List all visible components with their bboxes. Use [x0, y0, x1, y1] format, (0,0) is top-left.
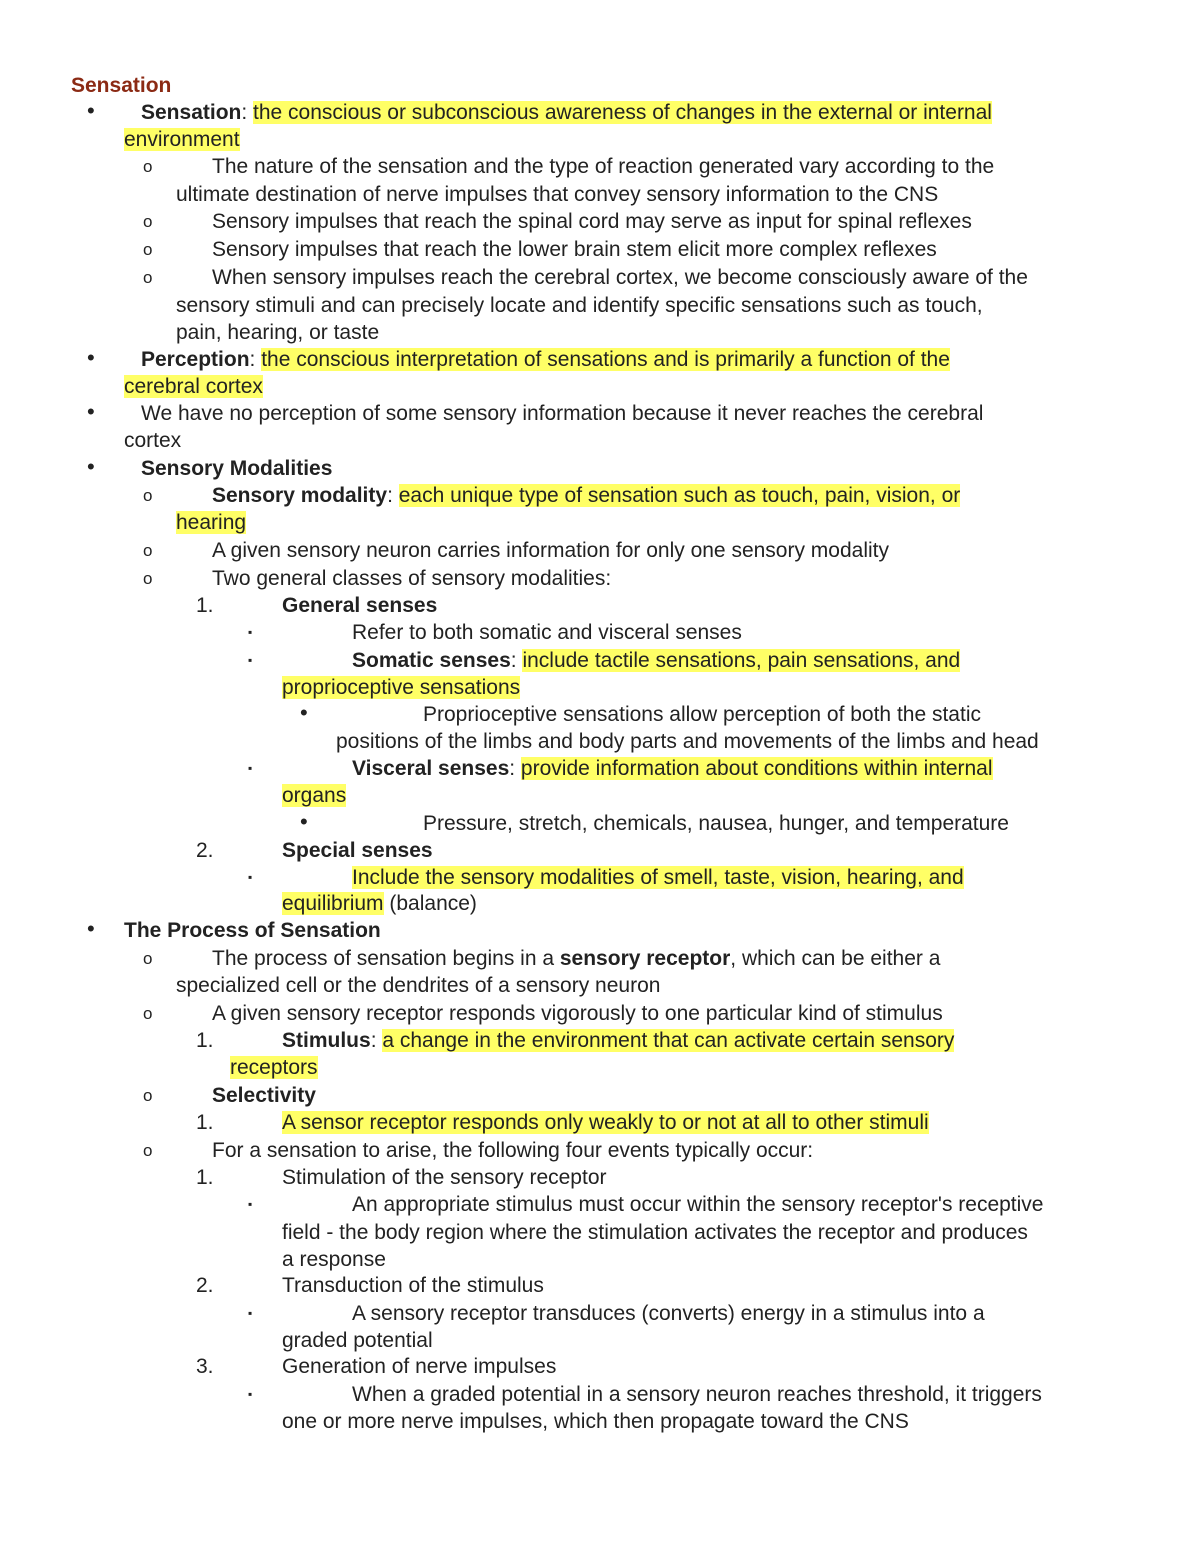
stimulus-definition-line-2	[230, 1054, 318, 1081]
list-item: For a sensation to arise, the following four events typically occur:	[212, 1139, 814, 1162]
stimulus-definition-line-1	[282, 1027, 954, 1054]
term: Sensation	[141, 101, 242, 124]
list-item-continuation: specialized cell or the dendrites of a sensory neuron	[176, 974, 661, 997]
list-item-continuation: cortex	[124, 429, 182, 452]
subsection-heading: General senses	[282, 594, 438, 617]
sensation-definition-line-1	[141, 99, 992, 126]
list-item-continuation: a response	[282, 1248, 386, 1271]
list-number: 1.	[196, 594, 214, 617]
highlighted-definition: provide information about conditions within internal	[520, 757, 993, 780]
bullet-marker: •	[87, 98, 95, 123]
list-item: Refer to both somatic and visceral senses	[352, 621, 742, 644]
circle-marker: o	[143, 569, 153, 588]
separator: :	[241, 101, 254, 124]
highlighted-definition: hearing	[176, 511, 247, 534]
section-heading: Sensory Modalities	[141, 457, 333, 480]
special-senses-line-1	[352, 864, 964, 891]
list-item-continuation: positions of the limbs and body parts and movements of the limbs and head	[336, 730, 1039, 753]
term: Visceral senses	[352, 757, 510, 780]
list-item	[212, 945, 940, 972]
list-item-continuation: pain, hearing, or taste	[176, 321, 380, 344]
bullet-marker: •	[300, 700, 308, 725]
separator: :	[370, 1029, 383, 1052]
bullet-marker: •	[87, 454, 95, 479]
square-marker: ▪	[248, 870, 253, 884]
highlighted-definition: equilibrium	[282, 892, 384, 915]
list-number: 1.	[196, 1166, 214, 1189]
term: sensory receptor	[559, 947, 731, 970]
list-item: When a graded potential in a sensory neuron reaches threshold, it triggers	[352, 1383, 1042, 1406]
visceral-definition-line-1	[352, 755, 993, 782]
highlighted-definition: each unique type of sensation such as touch, pain, vision, or	[398, 484, 961, 507]
subsection-heading: Selectivity	[212, 1084, 316, 1107]
event-title: Transduction of the stimulus	[282, 1274, 544, 1297]
page-title: Sensation	[71, 74, 172, 97]
bullet-marker: •	[87, 399, 95, 424]
list-item-continuation: graded potential	[282, 1329, 433, 1352]
square-marker: ▪	[248, 625, 253, 639]
circle-marker: o	[143, 240, 153, 259]
somatic-definition-line-2	[282, 674, 520, 701]
square-marker: ▪	[248, 1197, 253, 1211]
highlighted-definition: a change in the environment that can activate certain sensory	[382, 1029, 955, 1052]
sensation-definition-line-2	[124, 126, 240, 153]
term: Sensory modality	[212, 484, 388, 507]
section-heading: The Process of Sensation	[124, 919, 381, 942]
modality-definition-line-1	[212, 482, 960, 509]
highlighted-definition: receptors	[230, 1056, 318, 1079]
circle-marker: o	[143, 541, 153, 560]
list-number: 1.	[196, 1029, 214, 1052]
list-item-continuation: one or more nerve impulses, which then propagate toward the CNS	[282, 1410, 909, 1433]
circle-marker: o	[143, 486, 153, 505]
somatic-definition-line-1	[352, 647, 960, 674]
selectivity-line	[282, 1109, 929, 1136]
list-item: A sensory receptor transduces (converts) energy in a stimulus into a	[352, 1302, 985, 1325]
term: Perception	[141, 348, 250, 371]
circle-marker: o	[143, 1086, 153, 1105]
parenthetical: (balance)	[383, 892, 477, 915]
list-item: A given sensory receptor responds vigorously to one particular kind of stimulus	[212, 1002, 943, 1025]
highlighted-definition: A sensor receptor responds only weakly to or not at all to other stimuli	[282, 1111, 929, 1134]
list-number: 1.	[196, 1111, 214, 1134]
list-item: Pressure, stretch, chemicals, nausea, hunger, and temperature	[423, 812, 1009, 835]
circle-marker: o	[143, 157, 153, 176]
separator: :	[387, 484, 399, 507]
list-item: When sensory impulses reach the cerebral cortex, we become consciously aware of the	[212, 266, 1028, 289]
event-title: Generation of nerve impulses	[282, 1355, 557, 1378]
square-marker: ▪	[248, 761, 253, 775]
bullet-marker: •	[87, 916, 95, 941]
special-senses-line-2	[282, 890, 477, 917]
list-item: An appropriate stimulus must occur within the sensory receptor's receptive	[352, 1193, 1044, 1216]
bullet-marker: •	[300, 809, 308, 834]
highlighted-definition: the conscious or subconscious awareness of changes in the external or internal	[253, 101, 992, 124]
perception-definition-line-2	[124, 373, 263, 400]
square-marker: ▪	[248, 1387, 253, 1401]
highlighted-definition: Include the sensory modalities of smell, taste, vision, hearing, and	[352, 866, 964, 889]
list-item: Sensory impulses that reach the lower brain stem elicit more complex reflexes	[212, 238, 937, 261]
circle-marker: o	[143, 1141, 153, 1160]
event-title: Stimulation of the sensory receptor	[282, 1166, 607, 1189]
list-item-continuation: sensory stimuli and can precisely locate and identify specific sensations such as touch,	[176, 294, 983, 317]
list-item: A given sensory neuron carries information for only one sensory modality	[212, 539, 890, 562]
visceral-definition-line-2	[282, 782, 346, 809]
bullet-marker: •	[87, 345, 95, 370]
square-marker: ▪	[248, 653, 253, 667]
list-number: 2.	[196, 1274, 214, 1297]
separator: :	[249, 348, 262, 371]
list-item: The nature of the sensation and the type of reaction generated vary according to the	[212, 155, 995, 178]
subsection-heading: Special senses	[282, 839, 433, 862]
list-number: 2.	[196, 839, 214, 862]
list-item: Sensory impulses that reach the spinal cord may serve as input for spinal reflexes	[212, 210, 972, 233]
list-item-continuation: field - the body region where the stimulation activates the receptor and produces	[282, 1221, 1028, 1244]
separator: :	[510, 649, 523, 672]
separator: :	[509, 757, 521, 780]
list-item: Proprioceptive sensations allow perception of both the static	[423, 703, 981, 726]
list-item-continuation: ultimate destination of nerve impulses that convey sensory information to the CNS	[176, 183, 939, 206]
square-marker: ▪	[248, 1306, 253, 1320]
highlighted-definition: the conscious interpretation of sensations and is primarily a function of the	[261, 348, 950, 371]
text-segment: The process of sensation begins in a	[212, 947, 560, 970]
list-item: We have no perception of some sensory information because it never reaches the cerebral	[141, 402, 984, 425]
highlighted-definition: proprioceptive sensations	[282, 676, 521, 699]
modality-definition-line-2	[176, 509, 246, 536]
circle-marker: o	[143, 1004, 153, 1023]
circle-marker: o	[143, 949, 153, 968]
highlighted-definition: organs	[282, 784, 347, 807]
text-segment: , which can be either a	[730, 947, 941, 970]
highlighted-definition: cerebral cortex	[124, 375, 263, 398]
list-number: 3.	[196, 1355, 214, 1378]
circle-marker: o	[143, 212, 153, 231]
highlighted-definition: environment	[124, 128, 240, 151]
highlighted-definition: include tactile sensations, pain sensations, and	[522, 649, 961, 672]
term: Somatic senses	[352, 649, 511, 672]
perception-definition-line-1	[141, 346, 950, 373]
term: Stimulus	[282, 1029, 371, 1052]
circle-marker: o	[143, 268, 153, 287]
list-item: Two general classes of sensory modalities:	[212, 567, 612, 590]
